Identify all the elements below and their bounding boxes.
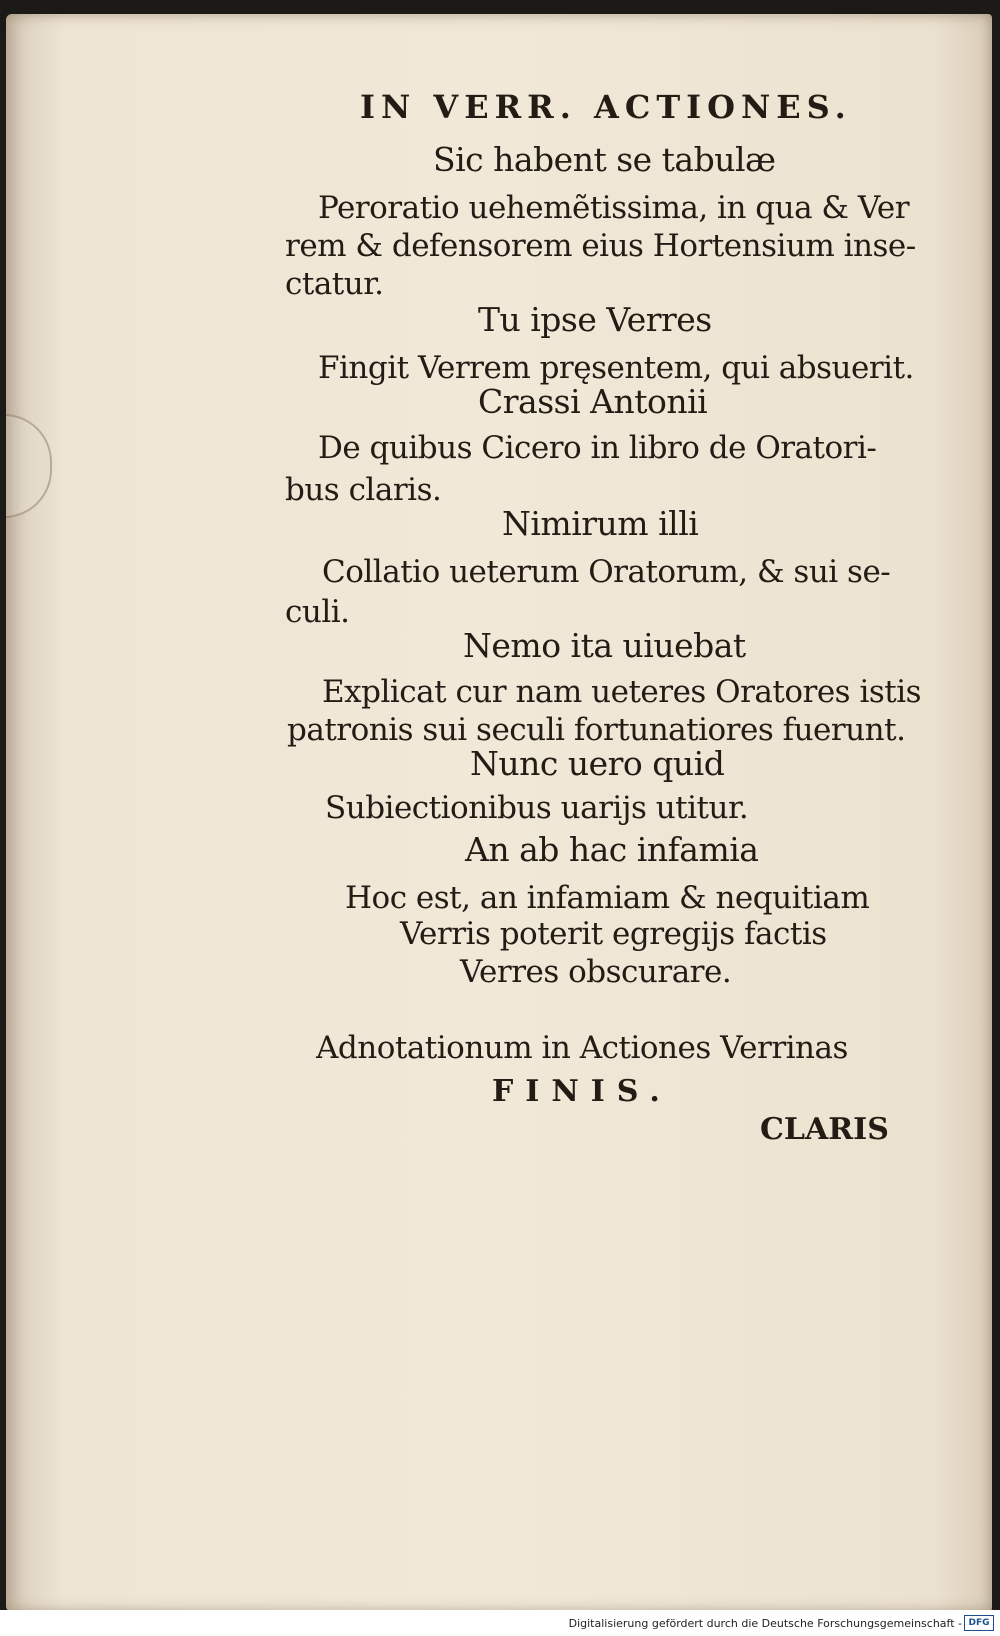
note-line: ctatur.: [285, 266, 384, 302]
note-line: culi.: [285, 594, 350, 630]
note-line: Hoc est, an infamiam & nequitiam: [345, 880, 870, 916]
lemma-line: Nimirum illi: [502, 504, 699, 543]
lemma-line: Tu ipse Verres: [478, 300, 712, 339]
note-line: Subiectionibus uarijs utitur.: [325, 790, 749, 826]
note-line: De quibus Cicero in libro de Oratori-: [318, 430, 877, 466]
footer-credit: Digitalisierung gefördert durch die Deutsche Forschungsgemeinschaft -: [568, 1617, 962, 1630]
catchword: CLARIS: [760, 1112, 889, 1147]
footer-bar: [0, 1610, 1000, 1636]
finis-line: FINIS.: [492, 1074, 672, 1109]
note-line: patronis sui seculi fortunatiores fuerunt.: [287, 712, 906, 748]
lemma-line: Crassi Antonii: [478, 382, 708, 421]
dfg-logo: DFG: [964, 1615, 994, 1631]
lemma-line: Nunc uero quid: [470, 744, 725, 783]
lemma-line: Sic habent se tabulæ: [433, 140, 776, 179]
note-line: bus claris.: [285, 472, 442, 508]
note-line: Verris poterit egregijs factis: [400, 916, 827, 952]
note-line: Collatio ueterum Oratorum, & sui se-: [322, 554, 891, 590]
lemma-line: Nemo ita uiuebat: [463, 626, 746, 665]
lemma-line: An ab hac infamia: [465, 830, 759, 869]
running-head: IN VERR. ACTIONES.: [360, 88, 852, 126]
note-line: Explicat cur nam ueteres Oratores istis: [322, 674, 922, 710]
note-line: rem & defensorem eius Hortensium inse-: [285, 228, 916, 264]
note-line: Verres obscurare.: [460, 954, 732, 990]
note-line: Peroratio uehemẽtissima, in qua & Ver: [318, 190, 910, 226]
page-edge-mark: [6, 414, 52, 518]
note-line: Fingit Verrem pręsentem, qui absuerit.: [318, 350, 914, 386]
colophon-line: Adnotationum in Actiones Verrinas: [316, 1030, 848, 1066]
